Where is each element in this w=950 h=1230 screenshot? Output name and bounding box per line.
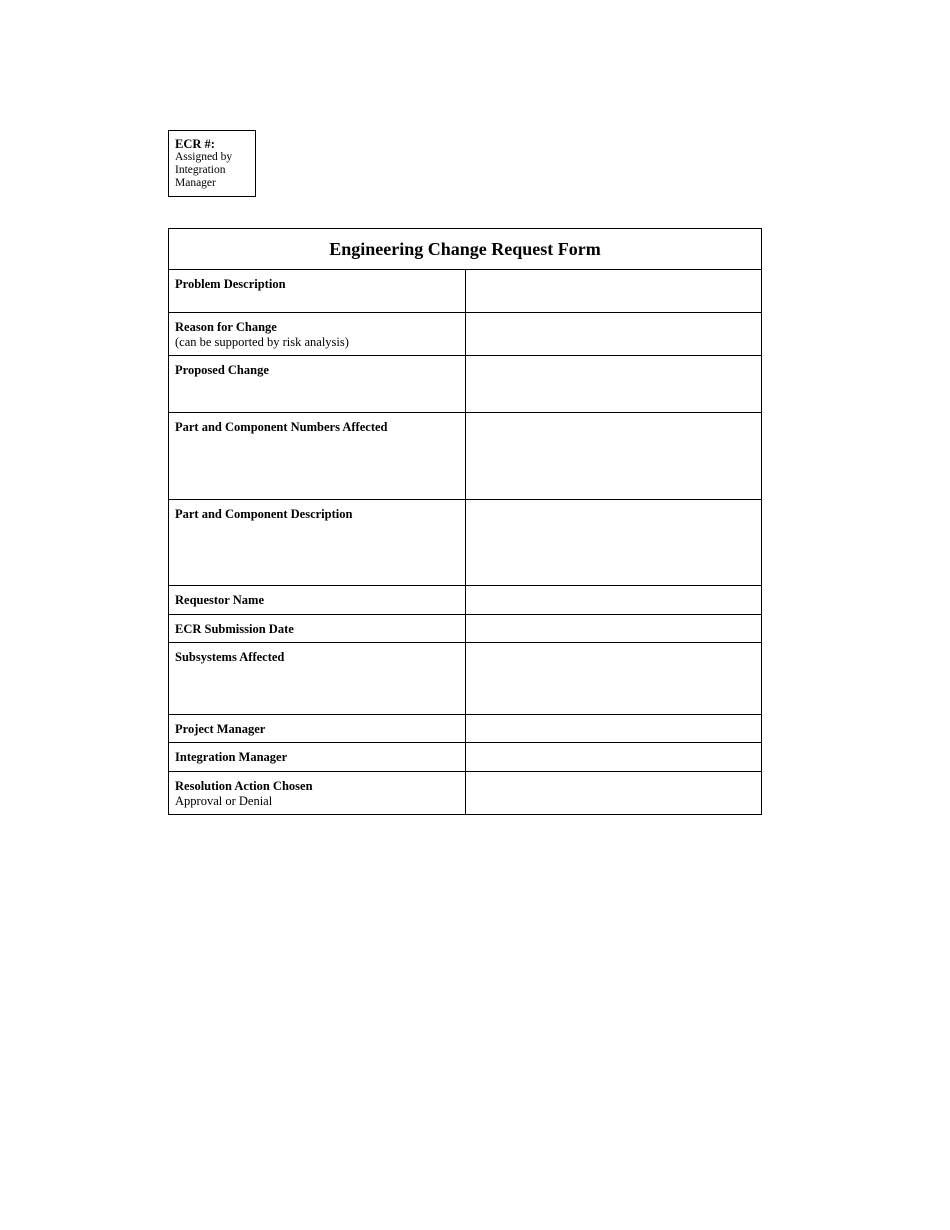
form-row-requestor-name	[169, 586, 762, 615]
proposed-change-field[interactable]	[465, 356, 762, 413]
integration-manager-field[interactable]	[465, 743, 762, 772]
row-label-subtext: (can be supported by risk analysis)	[175, 334, 349, 349]
form-title: Engineering Change Request Form	[169, 229, 762, 270]
ecr-submission-date-field[interactable]	[465, 615, 762, 643]
row-label-text: Reason for Change	[175, 320, 277, 334]
form-row-problem-description	[169, 270, 762, 313]
row-label	[169, 715, 466, 743]
row-label-subtext: Approval or Denial	[175, 793, 273, 808]
row-label-text: Subsystems Affected	[175, 650, 285, 664]
form-row-project-manager	[169, 715, 762, 743]
ecr-number-box	[168, 130, 256, 197]
row-label-text: Integration Manager	[175, 750, 288, 764]
part-component-numbers-field[interactable]	[465, 413, 762, 500]
form-title-row	[169, 229, 762, 270]
problem-description-field[interactable]	[465, 270, 762, 313]
row-label	[169, 586, 466, 615]
row-label-text: Resolution Action Chosen	[175, 779, 313, 793]
form-row-resolution-action	[169, 772, 762, 815]
subsystems-affected-field[interactable]	[465, 643, 762, 715]
ecr-number-label: ECR #:	[175, 137, 215, 151]
row-label	[169, 413, 466, 500]
engineering-change-request-form	[168, 228, 762, 815]
row-label	[169, 500, 466, 586]
row-label	[169, 743, 466, 772]
row-label	[169, 615, 466, 643]
form-row-ecr-submission-date	[169, 615, 762, 643]
row-label-text: Part and Component Description	[175, 507, 353, 521]
row-label-text: Proposed Change	[175, 363, 269, 377]
row-label	[169, 772, 466, 815]
resolution-action-field[interactable]	[465, 772, 762, 815]
row-label	[169, 643, 466, 715]
part-component-description-field[interactable]	[465, 500, 762, 586]
requestor-name-field[interactable]	[465, 586, 762, 615]
form-row-integration-manager	[169, 743, 762, 772]
row-label-text: Requestor Name	[175, 593, 264, 607]
form-row-reason-for-change	[169, 313, 762, 356]
form-row-part-component-description	[169, 500, 762, 586]
form-row-proposed-change	[169, 356, 762, 413]
reason-for-change-field[interactable]	[465, 313, 762, 356]
row-label-text: ECR Submission Date	[175, 622, 294, 636]
row-label-text: Part and Component Numbers Affected	[175, 420, 388, 434]
form-row-subsystems-affected	[169, 643, 762, 715]
row-label	[169, 313, 466, 356]
row-label	[169, 356, 466, 413]
row-label-text: Project Manager	[175, 722, 266, 736]
row-label-text: Problem Description	[175, 277, 286, 291]
form-row-part-component-numbers	[169, 413, 762, 500]
project-manager-field[interactable]	[465, 715, 762, 743]
row-label	[169, 270, 466, 313]
ecr-number-note: Assigned by Integration Manager	[175, 151, 233, 189]
